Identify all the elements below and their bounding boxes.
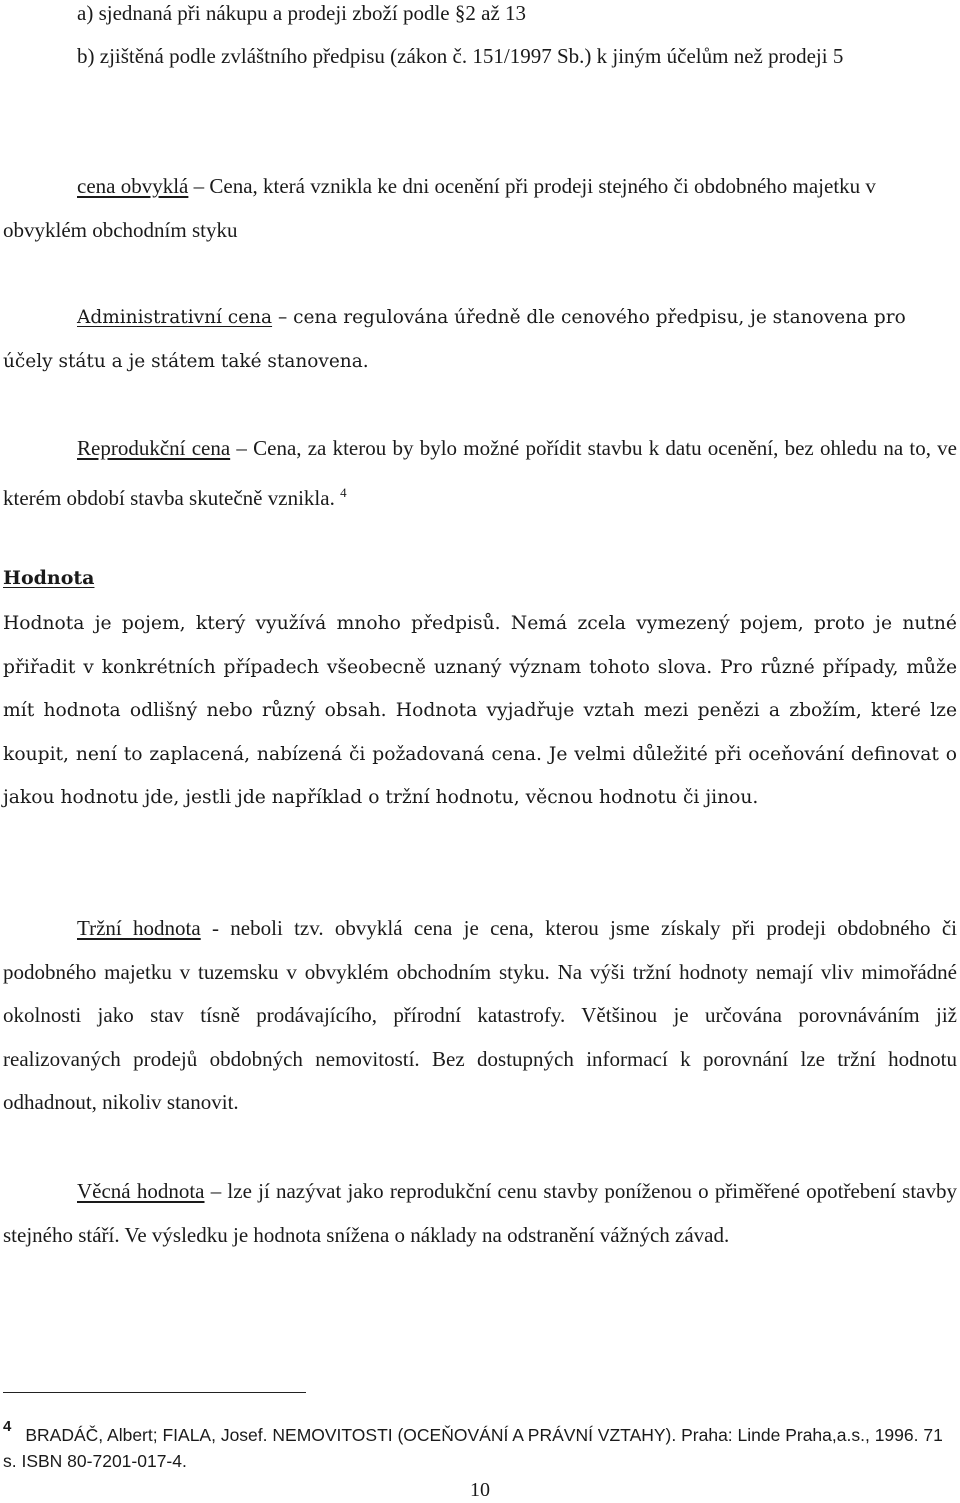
footnote-divider bbox=[3, 1392, 306, 1393]
text-reprodukcni-cena: – Cena, za kterou by bylo možné pořídit stavbu k datu ocenění, bez ohledu na to, ve kterém období stavba skutečně vznikla. bbox=[3, 436, 957, 510]
text-vecna-hodnota: – lze jí nazývat jako reprodukční cenu stavby poníženou o přiměřené opotřebení stavby stejného stáří. Ve výsledku je hodnota snížena o náklady na odstranění vážných závad. bbox=[3, 1179, 957, 1247]
definition-administrativni-cena bbox=[3, 296, 957, 383]
term-trzni-hodnota: Tržní hodnota bbox=[77, 916, 201, 940]
section-paragraph: Hodnota je pojem, který využívá mnoho předpisů. Nemá zcela vymezený pojem, proto je nutné přiřadit v konkrétních případech všeobecně uznaný význam tohoto slova. Pro různé případy, může mít hodnota odlišný nebo různý obsah. Hodnota vyjadřuje vztah mezi penězi a zbožím, které lze koupit, není to zaplacená, nabízená či požadovaná cena. Je velmi důležité při oceňování definovat o jakou hodnotu jde, jestli jde například o tržní hodnotu, věcnou hodnotu či jinou. bbox=[3, 613, 957, 808]
term-reprodukcni-cena: Reprodukční cena bbox=[77, 436, 231, 460]
text-trzni-hodnota: - neboli tzv. obvyklá cena je cena, kterou jsme získaly při prodeji obdobného či podobného majetku v tuzemsku v obvyklém obchodním styku. Na výši tržní hodnoty nemají vliv mimořádné okolnosti jako stav tísně prodávajícího, přírodní katastrofy. Většinou je určována porovnáváním již realizovaných prodejů obdobných nemovitostí. Bez dostupných informací k porovnání lze tržní hodnotu odhadnout, nikoliv stanovit. bbox=[3, 916, 957, 1114]
definition-trzni-hodnota bbox=[3, 907, 957, 1125]
text-cena-obvykla: – Cena, která vznikla ke dni ocenění při prodeji stejného či obdobného majetku v obvyklém obchodním styku bbox=[3, 174, 876, 242]
page-number: 10 bbox=[470, 1479, 490, 1501]
footnote-text: BRADÁČ, Albert; FIALA, Josef. NEMOVITOSTI (OCEŇOVÁNÍ A PRÁVNÍ VZTAHY). Praha: Linde Praha,a.s., 1996. 71 s. ISBN 80-7201-017-4. bbox=[3, 1425, 943, 1471]
term-cena-obvykla: cena obvyklá bbox=[77, 174, 189, 198]
footnote bbox=[3, 1414, 953, 1474]
text-administrativni-cena: – cena regulována úředně dle cenového předpisu, je stanovena pro účely státu a je státem také stanovena. bbox=[3, 307, 906, 372]
list-item-b: b) zjištěná podle zvláštního předpisu (zákon č. 151/1997 Sb.) k jiným účelům než prodeji 5 bbox=[77, 44, 844, 68]
definition-vecna-hodnota bbox=[3, 1170, 957, 1257]
list-item-a: a) sjednaná při nákupu a prodeji zboží podle §2 až 13 bbox=[77, 1, 527, 25]
term-vecna-hodnota: Věcná hodnota bbox=[77, 1179, 205, 1203]
definition-reprodukcni-cena bbox=[3, 427, 957, 520]
section-heading: Hodnota bbox=[3, 567, 95, 589]
definition-cena-obvykla bbox=[3, 165, 957, 252]
footnote-ref: 4 bbox=[340, 484, 347, 500]
footnote-mark: 4 bbox=[3, 1418, 12, 1435]
term-administrativni-cena: Administrativní cena bbox=[77, 307, 273, 328]
